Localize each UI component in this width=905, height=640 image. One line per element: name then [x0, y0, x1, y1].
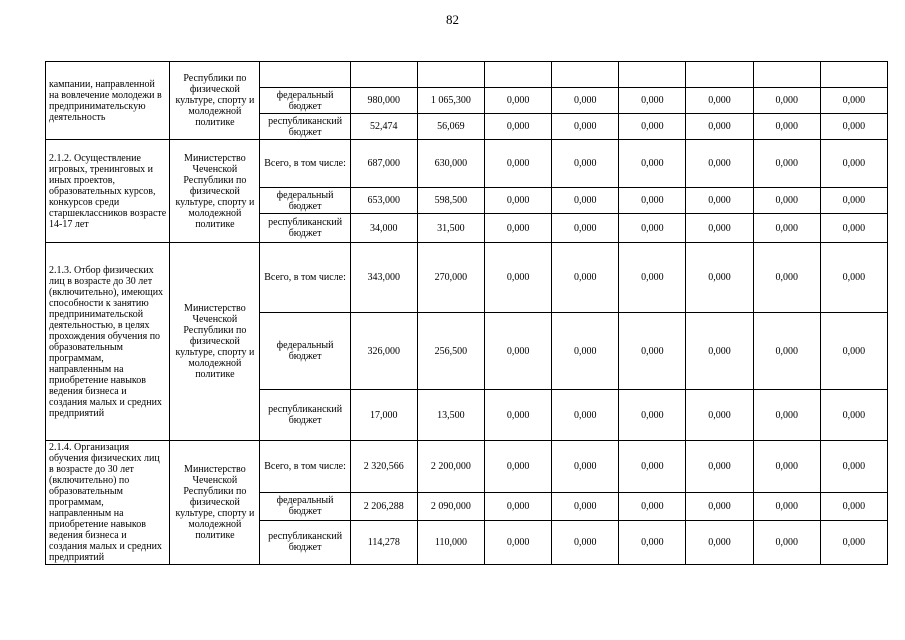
amount-cell: 598,500 [417, 188, 484, 214]
funding-source: республиканский бюджет [260, 114, 350, 140]
amount-cell: 0,000 [820, 88, 887, 114]
amount-cell: 653,000 [350, 188, 417, 214]
amount-cell: 0,000 [552, 140, 619, 188]
amount-cell: 0,000 [619, 492, 686, 520]
amount-cell: 0,000 [619, 390, 686, 441]
amount-cell: 2 200,000 [417, 441, 484, 493]
funding-source: республиканский бюджет [260, 390, 350, 441]
amount-cell: 0,000 [485, 188, 552, 214]
amount-cell: 0,000 [485, 520, 552, 564]
amount-cell: 0,000 [552, 492, 619, 520]
table-row [46, 62, 888, 88]
amount-cell: 0,000 [820, 441, 887, 493]
amount-cell: 34,000 [350, 214, 417, 243]
amount-cell: 0,000 [552, 313, 619, 390]
amount-cell: 270,000 [417, 243, 484, 313]
funding-source: федеральный бюджет [260, 313, 350, 390]
activity-name: 2.1.4. Организация обучения физических лиц в возрасте до 30 лет (включительно) по образовательным программам, направленным на приобретение навыков ведения бизнеса и создания малых и средних предприятий [46, 441, 170, 565]
amount-cell: 0,000 [619, 114, 686, 140]
amount-cell: 52,474 [350, 114, 417, 140]
activity-name: кампании, направленной на вовлечение молодежи в предпринимательскую деятельность [46, 62, 170, 140]
amount-cell: 0,000 [753, 492, 820, 520]
budget-table [45, 61, 888, 565]
amount-cell: 0,000 [552, 243, 619, 313]
amount-cell: 0,000 [552, 441, 619, 493]
amount-cell: 0,000 [619, 243, 686, 313]
amount-cell: 0,000 [753, 313, 820, 390]
amount-cell: 0,000 [552, 520, 619, 564]
amount-cell: 343,000 [350, 243, 417, 313]
amount-cell: 13,500 [417, 390, 484, 441]
amount-cell: 0,000 [619, 88, 686, 114]
funding-source: федеральный бюджет [260, 492, 350, 520]
amount-cell: 0,000 [485, 214, 552, 243]
amount-cell: 0,000 [820, 214, 887, 243]
table-row [46, 441, 888, 493]
page-number: 82 [446, 12, 459, 27]
funding-source: Всего, в том числе: [260, 441, 350, 493]
amount-cell: 0,000 [686, 492, 753, 520]
funding-source: Всего, в том числе: [260, 140, 350, 188]
amount-cell: 0,000 [485, 492, 552, 520]
funding-source [260, 62, 350, 88]
amount-cell: 0,000 [485, 140, 552, 188]
amount-cell: 0,000 [619, 140, 686, 188]
amount-cell: 0,000 [485, 114, 552, 140]
executor-name: Республики по физической культуре, спорту и молодежной политике [170, 62, 260, 140]
amount-cell: 1 065,300 [417, 88, 484, 114]
amount-cell: 980,000 [350, 88, 417, 114]
amount-cell: 0,000 [552, 88, 619, 114]
activity-name: 2.1.3. Отбор физических лиц в возрасте до 30 лет (включительно), имеющих способности к занятию предпринимательской деятельностью, в целях прохождения обучения по образовательным программам, направленным на приобретение навыков ведения бизнеса и создания малых и средних предприятий [46, 243, 170, 441]
amount-cell [552, 62, 619, 88]
amount-cell: 0,000 [686, 243, 753, 313]
amount-cell: 0,000 [820, 313, 887, 390]
amount-cell: 0,000 [619, 214, 686, 243]
amount-cell: 0,000 [820, 390, 887, 441]
amount-cell: 0,000 [552, 214, 619, 243]
amount-cell: 0,000 [820, 492, 887, 520]
amount-cell: 56,069 [417, 114, 484, 140]
amount-cell: 0,000 [753, 390, 820, 441]
amount-cell [820, 62, 887, 88]
amount-cell: 0,000 [753, 520, 820, 564]
amount-cell: 2 090,000 [417, 492, 484, 520]
amount-cell: 0,000 [820, 114, 887, 140]
amount-cell [350, 62, 417, 88]
amount-cell [417, 62, 484, 88]
amount-cell: 0,000 [552, 114, 619, 140]
amount-cell: 0,000 [552, 390, 619, 441]
table-row [46, 243, 888, 313]
amount-cell [485, 62, 552, 88]
amount-cell: 0,000 [820, 520, 887, 564]
amount-cell: 0,000 [686, 188, 753, 214]
amount-cell: 0,000 [686, 441, 753, 493]
amount-cell: 0,000 [753, 441, 820, 493]
amount-cell [686, 62, 753, 88]
amount-cell: 0,000 [686, 214, 753, 243]
amount-cell: 0,000 [753, 140, 820, 188]
amount-cell: 0,000 [485, 88, 552, 114]
amount-cell: 17,000 [350, 390, 417, 441]
amount-cell: 0,000 [686, 140, 753, 188]
amount-cell: 110,000 [417, 520, 484, 564]
amount-cell: 0,000 [686, 313, 753, 390]
amount-cell: 0,000 [686, 114, 753, 140]
amount-cell: 0,000 [753, 88, 820, 114]
amount-cell: 0,000 [485, 441, 552, 493]
amount-cell: 0,000 [686, 88, 753, 114]
amount-cell: 687,000 [350, 140, 417, 188]
amount-cell: 0,000 [686, 520, 753, 564]
amount-cell: 0,000 [619, 313, 686, 390]
amount-cell: 2 206,288 [350, 492, 417, 520]
funding-source: федеральный бюджет [260, 88, 350, 114]
funding-source: республиканский бюджет [260, 214, 350, 243]
amount-cell: 0,000 [619, 520, 686, 564]
funding-source: Всего, в том числе: [260, 243, 350, 313]
amount-cell: 0,000 [619, 441, 686, 493]
activity-name: 2.1.2. Осуществление игровых, тренинговых и иных проектов, образовательных курсов, конкурсов среди старшеклассников возрасте 14-17 лет [46, 140, 170, 243]
amount-cell [753, 62, 820, 88]
amount-cell: 326,000 [350, 313, 417, 390]
funding-source: федеральный бюджет [260, 188, 350, 214]
amount-cell: 0,000 [820, 243, 887, 313]
amount-cell: 0,000 [485, 243, 552, 313]
amount-cell: 2 320,566 [350, 441, 417, 493]
amount-cell: 0,000 [619, 188, 686, 214]
amount-cell: 114,278 [350, 520, 417, 564]
amount-cell: 0,000 [485, 390, 552, 441]
amount-cell: 0,000 [753, 243, 820, 313]
amount-cell: 0,000 [753, 188, 820, 214]
amount-cell: 0,000 [485, 313, 552, 390]
amount-cell: 0,000 [753, 114, 820, 140]
amount-cell: 630,000 [417, 140, 484, 188]
amount-cell: 0,000 [820, 188, 887, 214]
amount-cell: 0,000 [686, 390, 753, 441]
executor-name: Министерство Чеченской Республики по физической культуре, спорту и молодежной политике [170, 441, 260, 565]
funding-source: республиканский бюджет [260, 520, 350, 564]
amount-cell: 31,500 [417, 214, 484, 243]
amount-cell: 0,000 [552, 188, 619, 214]
executor-name: Министерство Чеченской Республики по физической культуре, спорту и молодежной политике [170, 243, 260, 441]
amount-cell: 0,000 [820, 140, 887, 188]
executor-name: Министерство Чеченской Республики по физической культуре, спорту и молодежной политике [170, 140, 260, 243]
amount-cell [619, 62, 686, 88]
table-row [46, 140, 888, 188]
amount-cell: 0,000 [753, 214, 820, 243]
amount-cell: 256,500 [417, 313, 484, 390]
